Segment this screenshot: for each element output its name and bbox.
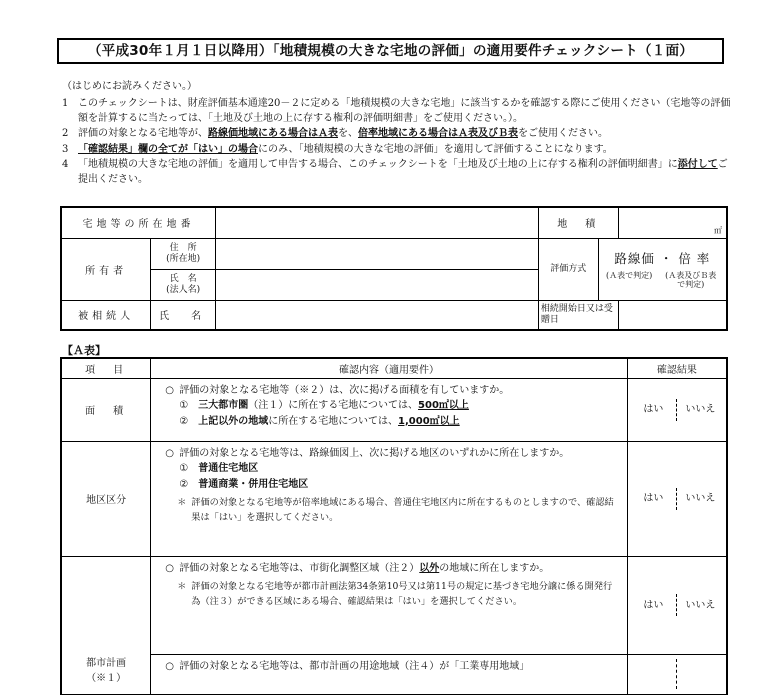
row-area-content: ○ 評価の対象となる宅地等（※２）は、次に掲げる面積を有していますか。 ① 三大都市圏（注１）に所在する宅地については、500㎡以上 ② 上記以外の地域に所在する宅地については、1,000㎡以上 (151, 378, 627, 441)
address-label: 住 所 (所在地) (151, 238, 216, 269)
property-info-table (60, 206, 728, 331)
note-text: 評価の対象となる宅地等が、 (78, 128, 208, 140)
table-a (60, 357, 728, 695)
owner-label: 所有者 (61, 238, 151, 300)
sub-item: ① 普通住宅地区 (179, 463, 259, 474)
heir-name-label: 氏 名 (151, 300, 216, 330)
note-emphasis: 「確認結果」欄の全てが「はい」の場合 (78, 143, 258, 155)
note-3 (62, 142, 734, 157)
yes-option[interactable]: はい (643, 404, 664, 415)
method-value[interactable]: 路線価 ・ 倍 率 (614, 251, 711, 266)
no-option[interactable]: いいえ (685, 599, 716, 611)
asterisk-icon: ＊ (177, 581, 187, 592)
location-label: 宅地等の所在地番 (61, 207, 216, 238)
table-a-label: 【Ａ表】 (62, 344, 106, 357)
row-cityplan-result-2 (627, 654, 727, 694)
note-text: 「地積規模の大きな宅地の評価」を適用して申告する場合、このチェックシートを「土地及び土地の上に存する権利の評価明細書」に (78, 158, 678, 170)
heir-label: 被相続人 (61, 300, 151, 330)
circle-icon: ○ (165, 562, 174, 574)
note-text: をご使用ください。 (518, 128, 608, 140)
name-label: 氏 名 (法人名) (151, 269, 216, 300)
row-area-result (627, 378, 727, 441)
method-cell (598, 238, 727, 300)
header-item: 項 目 (61, 358, 151, 378)
circle-icon: ○ (165, 660, 174, 672)
area-unit: ㎡ (714, 225, 722, 235)
circle-icon: ○ (165, 447, 174, 459)
area-label: 地 積 (538, 207, 618, 238)
yes-option[interactable]: はい (643, 599, 664, 611)
note-1 (62, 96, 734, 126)
method-b-note: (Ａ表及びＢ表で判定) (665, 271, 717, 289)
address-input[interactable] (216, 238, 539, 269)
note-emphasis: 倍率地域にある場合はＡ表及びＢ表 (358, 128, 518, 140)
sub-item: ② 普通商業・併用住宅地区 (179, 478, 309, 490)
row-district-content: ○ 評価の対象となる宅地等は、路線価図上、次に掲げる地区のいずれかに所在しますか。 ① 普通住宅地区 ② 普通商業・併用住宅地区 ＊ 評価の対象となる宅地等が倍率地域にある場合、普通住宅地区内に所在するものとしますので、確認結果は「はい」を選択してください。 (151, 441, 627, 556)
note-2 (62, 126, 734, 141)
row-cityplan-item: 都市計画 （※１） (61, 556, 151, 694)
sub-item: ② 上記以外の地域に所在する宅地については、1,000㎡以上 (179, 415, 460, 427)
asterisk-icon: ＊ (177, 497, 187, 508)
note-emphasis: 路線価地域にある場合はＡ表 (208, 128, 338, 140)
heir-name-input[interactable] (216, 300, 539, 330)
note-4 (62, 157, 734, 187)
circle-icon: ○ (165, 384, 174, 396)
row-cityplan-content-1: ○ 評価の対象となる宅地等は、市街化調整区域（注２）以外の地域に所在しますか。 ＊ 評価の対象となる宅地等が都市計画法第34条第10号又は第11号の規定に基づき宅地分譲に係る開発行為（注３）ができる区域にある場合、確認結果は「はい」を選択してください。 (151, 556, 627, 654)
no-option[interactable]: いいえ (685, 493, 716, 504)
start-date-label: 相続開始日又は受贈日 (538, 300, 618, 330)
note-text: にのみ、「地積規模の大きな宅地の評価」を適用して評価することになります。 (258, 143, 613, 155)
note-text: を、 (338, 128, 358, 140)
start-date-input[interactable] (618, 300, 727, 330)
yes-option[interactable]: はい (643, 493, 664, 504)
row-district-item: 地区区分 (61, 441, 151, 556)
row-cityplan-content-2: ○ 評価の対象となる宅地等は、都市計画の用途地域（注４）が「工業専用地域」 (151, 654, 627, 694)
page-title: （平成30年１月１日以降用）「地積規模の大きな宅地の評価」の適用要件チェックシート（１面） (57, 38, 724, 64)
note-number: 3 (62, 143, 69, 155)
name-input[interactable] (216, 269, 539, 300)
row-area-item: 面 積 (61, 378, 151, 441)
note-number: 4 (62, 158, 69, 170)
header-content: 確認内容（適用要件） (151, 358, 627, 378)
sub-item: ① 三大都市圏（注１）に所在する宅地については、500㎡以上 (179, 400, 469, 411)
note-emphasis: 添付して (677, 158, 718, 170)
intro-text: （はじめにお読みください。） (62, 81, 197, 92)
note-text: ご提出ください。 (78, 158, 728, 186)
note-number: 1 (62, 98, 69, 109)
note-text: このチェックシートは、財産評価基本通達20－２に定める「地積規模の大きな宅地」に該当するかを確認する際にご使用ください（宅地等の評価額を計算するに当たっては、「土地及び土地の上に存する権利の評価明細書」をご使用ください。）。 (78, 98, 731, 125)
area-input[interactable] (618, 207, 727, 238)
row-district-result (627, 441, 727, 556)
header-result: 確認結果 (627, 358, 727, 378)
method-a-note: (Ａ表で判定) (605, 271, 653, 280)
row-cityplan-result-1 (627, 556, 727, 654)
location-input[interactable] (216, 207, 539, 238)
no-option[interactable]: いいえ (685, 404, 716, 415)
note-number: 2 (62, 128, 69, 140)
instructions-list (62, 96, 734, 187)
method-label: 評価方式 (538, 238, 598, 300)
